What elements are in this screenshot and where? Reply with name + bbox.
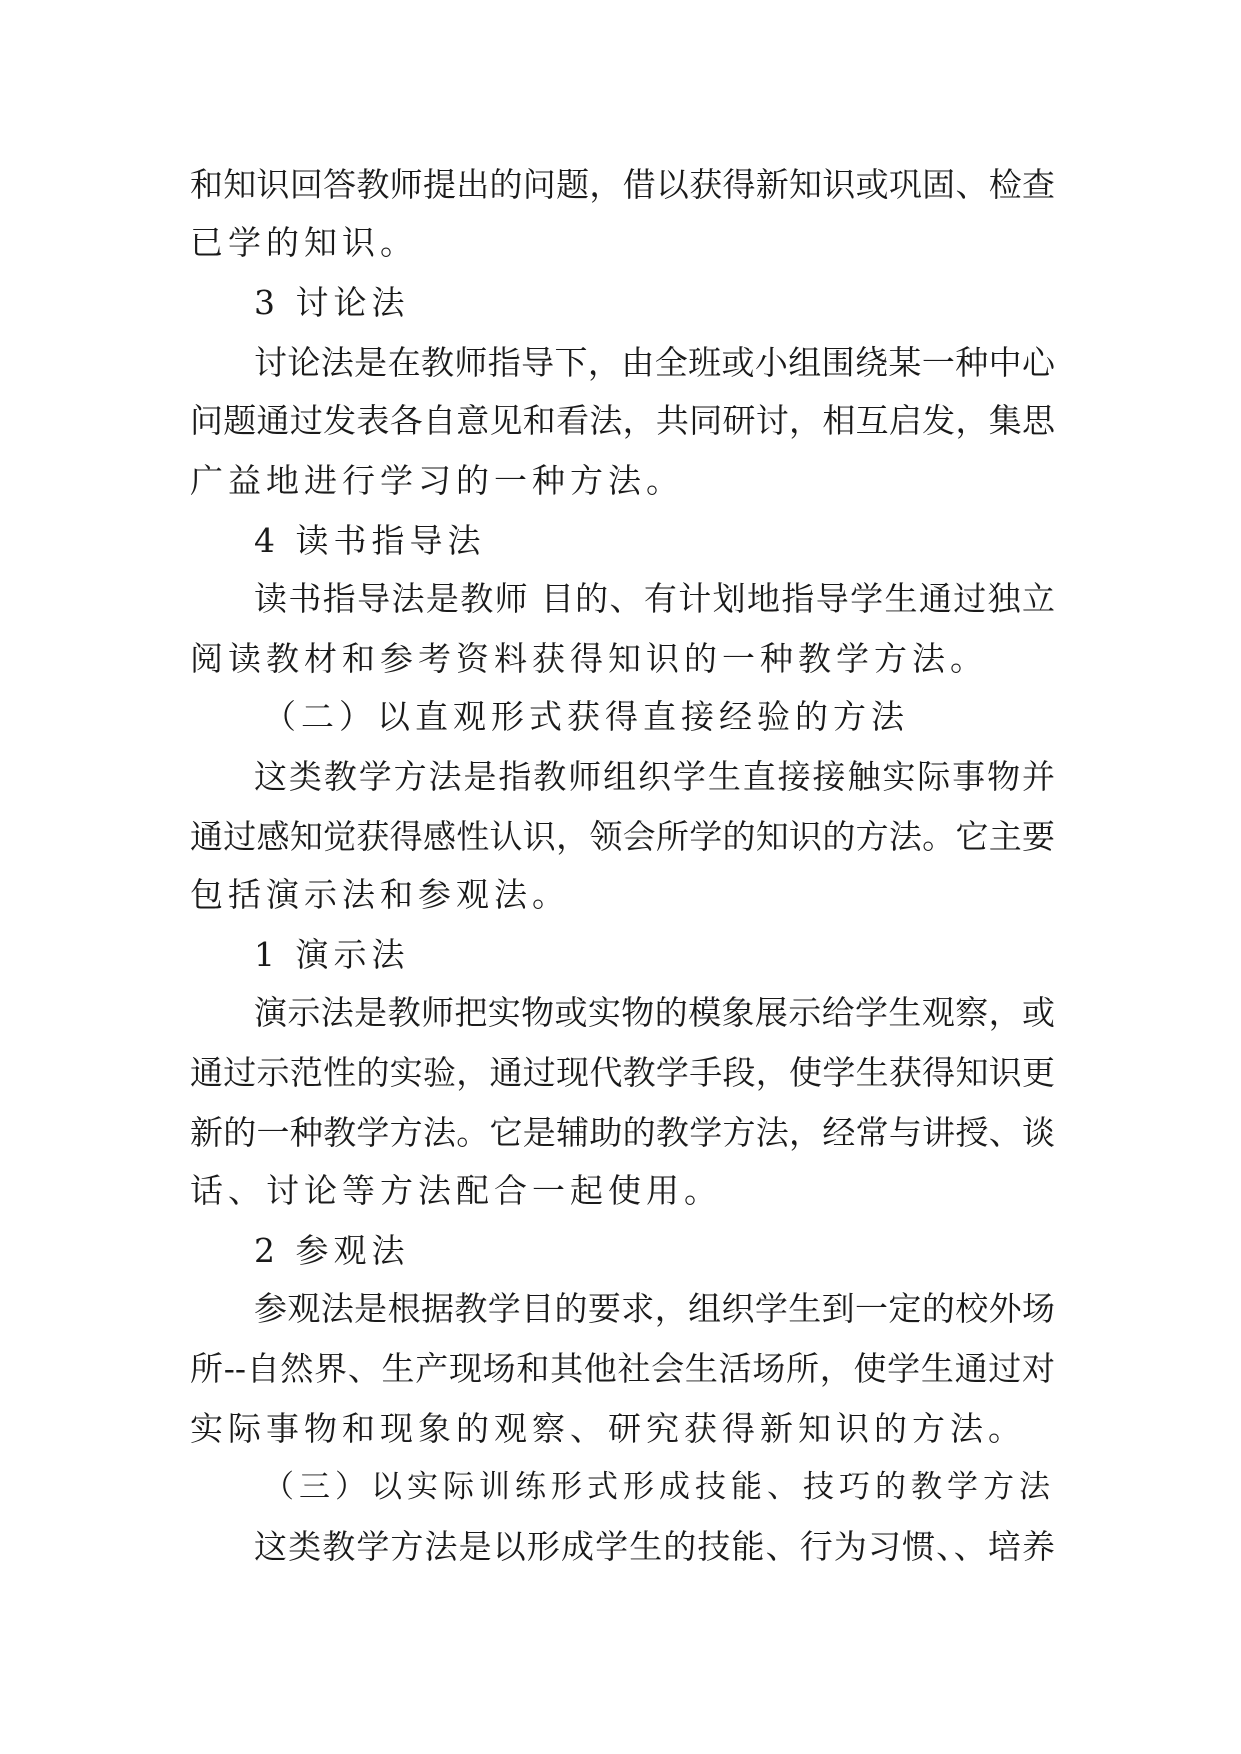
section-heading: 1 演示法 <box>254 935 410 974</box>
paragraph-line: 实际事物和现象的观察、研究获得新知识的方法。 <box>190 1409 1026 1448</box>
paragraph-line: 已学的知识。 <box>190 223 418 262</box>
section-heading: 2 参观法 <box>254 1231 410 1270</box>
paragraph-line: 讨论法是在教师指导下，由全班或小组围绕某一种中心 <box>254 343 1055 382</box>
section-heading: （三）以实际训练形式形成技能、技巧的教学方法 <box>263 1469 1055 1505</box>
paragraph-line: 问题通过发表各自意见和看法，共同研讨，相互启发，集思 <box>190 401 1055 440</box>
paragraph-line: 通过感知觉获得感性认识，领会所学的知识的方法。它主要 <box>190 817 1055 856</box>
paragraph-line: 演示法是教师把实物或实物的模象展示给学生观察，或 <box>254 993 1055 1032</box>
section-heading: 3 讨论法 <box>254 283 410 322</box>
paragraph-line: 读书指导法是教师 目的、有计划地指导学生通过独立 <box>254 579 1055 618</box>
paragraph-line: 通过示范性的实验，通过现代教学手段，使学生获得知识更 <box>190 1053 1055 1092</box>
paragraph-line: 广益地进行学习的一种方法。 <box>190 461 684 500</box>
paragraph-line: 这类教学方法是指教师组织学生直接接触实际事物并 <box>254 757 1055 796</box>
paragraph-line: 所--自然界、生产现场和其他社会生活场所，使学生通过对 <box>190 1349 1055 1388</box>
paragraph-line: 话、讨论等方法配合一起使用。 <box>190 1171 722 1210</box>
paragraph-line: 参观法是根据教学目的要求，组织学生到一定的校外场 <box>254 1289 1055 1328</box>
paragraph-line: 这类教学方法是以形成学生的技能、行为习惯、、培养 <box>254 1527 1055 1566</box>
paragraph-line: 新的一种教学方法。它是辅助的教学方法，经常与讲授、谈 <box>190 1113 1055 1152</box>
paragraph-line: 包括演示法和参观法。 <box>190 875 570 914</box>
section-heading: （二）以直观形式获得直接经验的方法 <box>263 697 909 736</box>
paragraph-line: 和知识回答教师提出的问题，借以获得新知识或巩固、检查 <box>190 165 1055 204</box>
paragraph-line: 阅读教材和参考资料获得知识的一种教学方法。 <box>190 639 988 678</box>
section-heading: 4 读书指导法 <box>254 521 486 560</box>
